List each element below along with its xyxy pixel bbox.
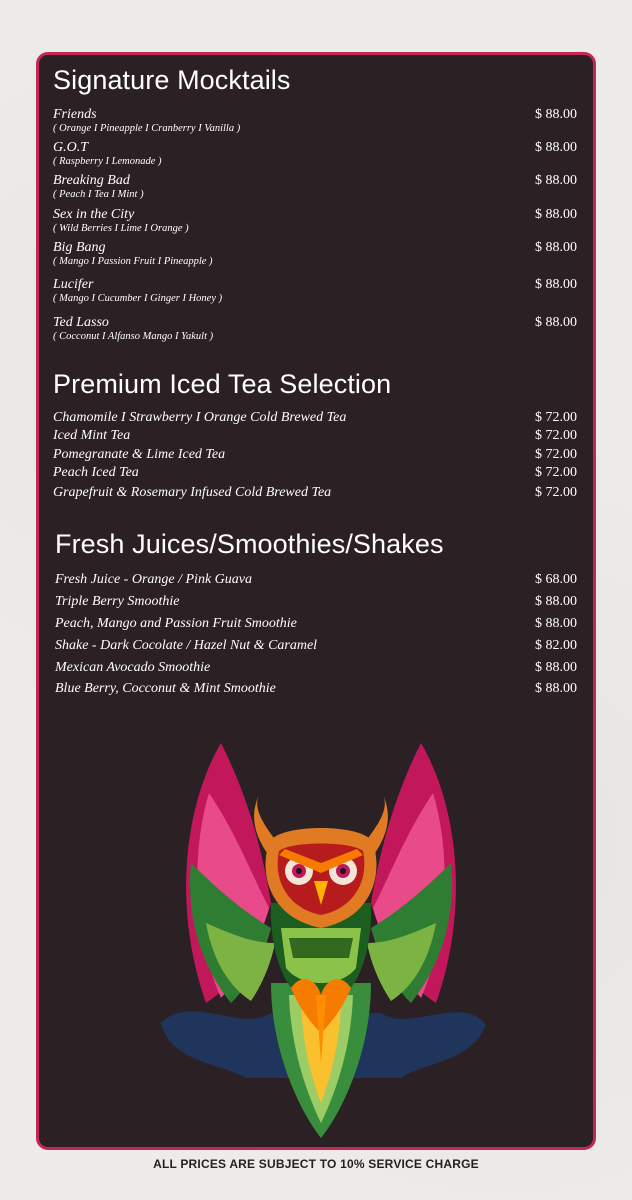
item-description: ( Raspberry I Lemonade ) <box>53 156 162 167</box>
item-price: $ 72.00 <box>535 447 577 462</box>
menu-item <box>55 572 577 587</box>
item-description: ( Mango I Cucumber I Ginger I Honey ) <box>53 293 223 304</box>
item-price: $ 72.00 <box>535 485 577 500</box>
item-name: Blue Berry, Cocconut & Mint Smoothie <box>55 681 276 696</box>
menu-card <box>36 52 596 1150</box>
item-name: Mexican Avocado Smoothie <box>55 660 211 675</box>
item-description: ( Peach I Tea I Mint ) <box>53 189 144 200</box>
menu-item <box>53 447 577 462</box>
menu-item <box>53 140 577 168</box>
menu-item <box>55 638 577 653</box>
item-description: ( Cocconut I Alfanso Mango I Yakult ) <box>53 331 214 342</box>
item-name: Sex in the City <box>53 207 135 222</box>
item-name: Triple Berry Smoothie <box>55 594 180 609</box>
item-name: Shake - Dark Cocolate / Hazel Nut & Caramel <box>55 638 318 653</box>
menu-item <box>53 428 577 443</box>
item-description: ( Wild Berries I Lime I Orange ) <box>53 223 189 234</box>
menu-item <box>55 681 577 696</box>
item-price: $ 72.00 <box>535 410 577 425</box>
item-price: $ 88.00 <box>535 277 577 292</box>
menu-item <box>53 277 577 305</box>
menu-item <box>55 616 577 631</box>
item-price: $ 88.00 <box>535 240 577 255</box>
item-price: $ 72.00 <box>535 465 577 480</box>
item-name: Grapefruit & Rosemary Infused Cold Brewed Tea <box>53 485 332 500</box>
item-name: Pomegranate & Lime Iced Tea <box>53 447 226 462</box>
section-title-mocktails: Signature Mocktails <box>53 65 291 95</box>
item-name: Big Bang <box>53 240 106 255</box>
menu-item <box>53 485 577 500</box>
item-price: $ 88.00 <box>535 207 577 222</box>
menu-item <box>53 465 577 480</box>
item-name: Ted Lasso <box>53 315 109 330</box>
item-description: ( Orange I Pineapple I Cranberry I Vanilla ) <box>53 123 241 134</box>
item-name: Peach, Mango and Passion Fruit Smoothie <box>55 616 297 631</box>
item-price: $ 88.00 <box>535 616 577 631</box>
menu-item <box>55 660 577 675</box>
menu-item <box>53 240 577 268</box>
item-name: Iced Mint Tea <box>53 428 131 443</box>
item-price: $ 72.00 <box>535 428 577 443</box>
menu-item <box>53 173 577 201</box>
item-name: Fresh Juice - Orange / Pink Guava <box>55 572 252 587</box>
item-name: Friends <box>53 107 97 122</box>
item-price: $ 88.00 <box>535 315 577 330</box>
menu-item <box>55 594 577 609</box>
item-price: $ 68.00 <box>535 572 577 587</box>
menu-item <box>53 410 577 425</box>
item-price: $ 88.00 <box>535 140 577 155</box>
item-name: Peach Iced Tea <box>53 465 139 480</box>
item-price: $ 88.00 <box>535 173 577 188</box>
menu-item <box>53 107 577 135</box>
item-price: $ 88.00 <box>535 594 577 609</box>
item-name: Chamomile I Strawberry I Orange Cold Brewed Tea <box>53 410 347 425</box>
item-price: $ 82.00 <box>535 638 577 653</box>
item-price: $ 88.00 <box>535 681 577 696</box>
owl-illustration-icon <box>151 733 491 1143</box>
menu-item <box>53 315 577 343</box>
item-price: $ 88.00 <box>535 660 577 675</box>
item-name: Breaking Bad <box>53 173 130 188</box>
section-title-juices: Fresh Juices/Smoothies/Shakes <box>55 529 444 559</box>
item-name: Lucifer <box>53 277 94 292</box>
item-description: ( Mango I Passion Fruit I Pineapple ) <box>53 256 213 267</box>
item-price: $ 88.00 <box>535 107 577 122</box>
section-title-iced-tea: Premium Iced Tea Selection <box>53 369 392 399</box>
service-charge-note: ALL PRICES ARE SUBJECT TO 10% SERVICE CHARGE <box>153 1157 479 1171</box>
menu-item <box>53 207 577 235</box>
item-name: G.O.T <box>53 140 89 155</box>
